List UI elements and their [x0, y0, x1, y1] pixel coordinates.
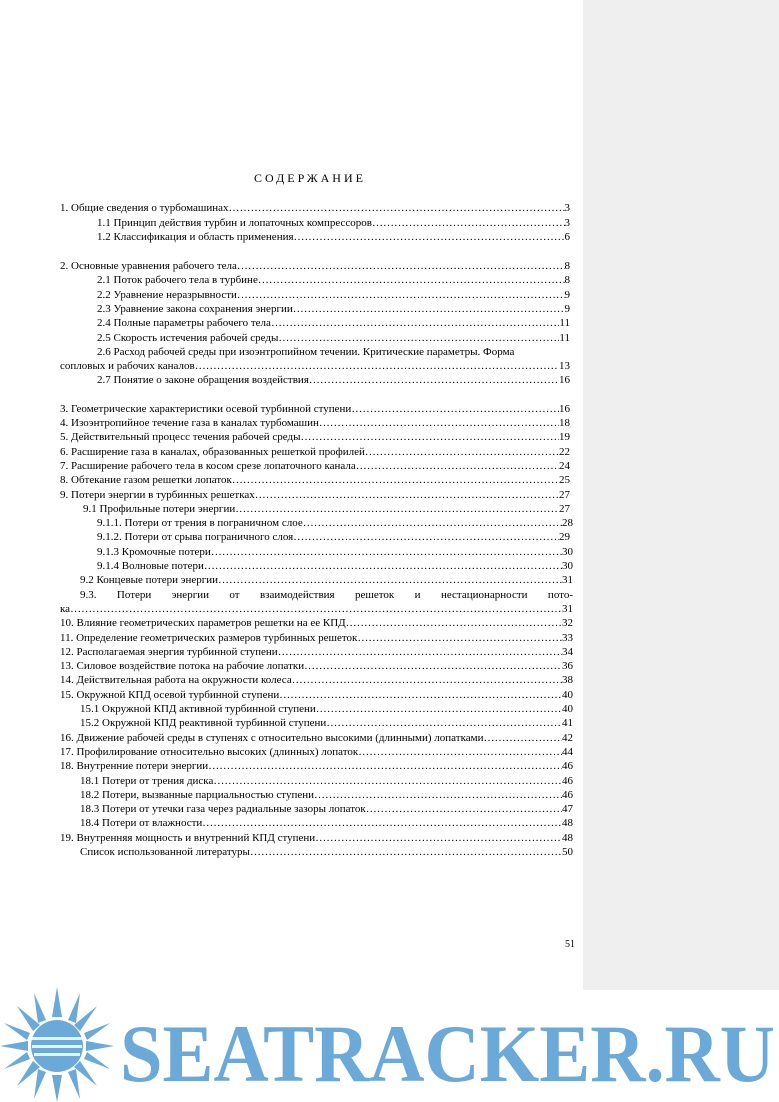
- toc-entry-14: 14. Действительная работа на окружности колеса ………………………………………………………………………………………………………………………………………………………………………… 38: [60, 673, 573, 687]
- toc-entry-9-1-2: 9.1.2. Потери от срыва пограничного слоя ………………………………………………………………………………………………………………………………………………………………………… 29: [97, 530, 570, 544]
- page-number: 51: [565, 939, 575, 950]
- toc-entry-8: 8. Обтекание газом решетки лопаток ………………………………………………………………………………………………………………………………………………………………………… 25: [60, 473, 570, 487]
- toc-entry-2-7: 2.7 Понятие о законе обращения воздействия ………………………………………………………………………………………………………………………………………………………………………… 16: [97, 373, 570, 387]
- toc-entry-5: 5. Действительный процесс течения рабочей среды ………………………………………………………………………………………………………………………………………………………………………… 19: [60, 430, 570, 444]
- toc-entry-9-1-3: 9.1.3 Кромочные потери ………………………………………………………………………………………………………………………………………………………………………… 30: [97, 545, 573, 559]
- toc-entry-9-2: 9.2 Концевые потери энергии ………………………………………………………………………………………………………………………………………………………………………… 31: [80, 573, 573, 587]
- comment-sidebar: [583, 0, 779, 990]
- toc-entry-2-3: 2.3 Уравнение закона сохранения энергии ………………………………………………………………………………………………………………………………………………………………………… 9: [97, 302, 570, 316]
- toc-entry-2-4: 2.4 Полные параметры рабочего тела ………………………………………………………………………………………………………………………………………………………………………… 11: [97, 316, 570, 330]
- toc-entry-11: 11. Определение геометрических размеров турбинных решеток ………………………………………………………………………………………………………………………………………………………………………… 33: [60, 631, 573, 645]
- toc-entry-15-2: 15.2 Окружной КПД реактивной турбинной ступени ………………………………………………………………………………………………………………………………………………………………………… 41: [80, 716, 573, 730]
- toc-entry-13: 13. Силовое воздействие потока на рабочие лопатки ………………………………………………………………………………………………………………………………………………………………………… 36: [60, 659, 573, 673]
- toc-entry-18: 18. Внутренние потери энергии ………………………………………………………………………………………………………………………………………………………………………… 46: [60, 759, 573, 773]
- toc-entry-15-1: 15.1 Окружной КПД активной турбинной ступени ………………………………………………………………………………………………………………………………………………………………………… 40: [80, 702, 573, 716]
- toc-entry-16: 16. Движение рабочей среды в ступенях с относительно высокими (длинными) лопатками ………………………………………………………………………………………………………………………………………………………………………… 42: [60, 731, 573, 745]
- toc-entry-2-1: 2.1 Поток рабочего тела в турбине ………………………………………………………………………………………………………………………………………………………………………… 8: [97, 273, 570, 287]
- toc-entry-6: 6. Расширение газа в каналах, образованных решеткой профилей ………………………………………………………………………………………………………………………………………………………………………… 22: [60, 445, 570, 459]
- toc-entry-9-3-cont: ка ………………………………………………………………………………………………………………………………………………………………………… 31: [60, 602, 573, 616]
- toc-entry-9-1-1: 9.1.1. Потери от трения в пограничном слое ………………………………………………………………………………………………………………………………………………………………………… 28: [97, 516, 573, 530]
- toc-entry-19: 19. Внутренняя мощность и внутренний КПД ступени ………………………………………………………………………………………………………………………………………………………………………… 48: [60, 831, 573, 845]
- toc-entry-1-2: 1.2 Классификация и область применения ………………………………………………………………………………………………………………………………………………………………………… 6: [97, 230, 570, 244]
- toc-entry-references: Список использованной литературы ………………………………………………………………………………………………………………………………………………………………………… 50: [80, 845, 573, 859]
- toc-entry-3: 3. Геометрические характеристики осевой турбинной ступени ………………………………………………………………………………………………………………………………………………………………………… 16: [60, 402, 570, 416]
- sun-logo-icon: [0, 987, 114, 1102]
- toc-entry-9-3: 9.3. Потери энергии от взаимодействия решеток и нестационарности пото-: [80, 589, 573, 601]
- watermark-text: SEATRACKER.RU: [120, 1008, 775, 1099]
- toc-entry-2-6-cont: сопловых и рабочих каналов ………………………………………………………………………………………………………………………………………………………………………… 13: [60, 359, 570, 373]
- toc-entry-18-3: 18.3 Потери от утечки газа через радиальные зазоры лопаток ………………………………………………………………………………………………………………………………………………………………………… 47: [80, 802, 573, 816]
- toc-entry-1: 1. Общие сведения о турбомашинах ………………………………………………………………………………………………………………………………………………………………………… 3: [60, 201, 570, 215]
- toc-entry-2-2: 2.2 Уравнение неразрывности ………………………………………………………………………………………………………………………………………………………………………… 9: [97, 288, 570, 302]
- toc-entry-18-1: 18.1 Потери от трения диска ………………………………………………………………………………………………………………………………………………………………………… 46: [80, 774, 573, 788]
- toc-entry-10: 10. Влияние геометрических параметров решетки на ее КПД ………………………………………………………………………………………………………………………………………………………………………… 32: [60, 616, 573, 630]
- toc-entry-9-1: 9.1 Профильные потери энергии ………………………………………………………………………………………………………………………………………………………………………… 27: [83, 502, 570, 516]
- toc-title: СОДЕРЖАНИЕ: [254, 171, 366, 185]
- toc-entry-4: 4. Изоэнтропийное течение газа в каналах турбомашин ………………………………………………………………………………………………………………………………………………………………………… 18: [60, 416, 570, 430]
- toc-entry-9: 9. Потери энергии в турбинных решетках ………………………………………………………………………………………………………………………………………………………………………… 27: [60, 488, 570, 502]
- toc-entry-12: 12. Располагаемая энергия турбинной ступени ………………………………………………………………………………………………………………………………………………………………………… 34: [60, 645, 573, 659]
- toc-entry-15: 15. Окружной КПД осевой турбинной ступени ………………………………………………………………………………………………………………………………………………………………………… 40: [60, 688, 573, 702]
- toc-entry-2-6: 2.6 Расход рабочей среды при изоэнтропийном течении. Критические параметры. Форма: [97, 346, 515, 358]
- toc-entry-2: 2. Основные уравнения рабочего тела ………………………………………………………………………………………………………………………………………………………………………… 8: [60, 259, 570, 273]
- toc-entry-9-1-4: 9.1.4 Волновые потери ………………………………………………………………………………………………………………………………………………………………………… 30: [97, 559, 573, 573]
- toc-entry-1-1: 1.1 Принцип действия турбин и лопаточных компрессоров ………………………………………………………………………………………………………………………………………………………………………… 3: [97, 216, 570, 230]
- toc-entry-18-4: 18.4 Потери от влажности ………………………………………………………………………………………………………………………………………………………………………… 48: [80, 816, 573, 830]
- toc-entry-2-5: 2.5 Скорость истечения рабочей среды ………………………………………………………………………………………………………………………………………………………………………… 11: [97, 331, 570, 345]
- toc-entry-18-2: 18.2 Потери, вызванные парциальностью ступени ………………………………………………………………………………………………………………………………………………………………………… 46: [80, 788, 573, 802]
- seatracker-watermark: [0, 985, 779, 1102]
- toc-entry-7: 7. Расширение рабочего тела в косом срезе лопаточного канала ………………………………………………………………………………………………………………………………………………………………………… 24: [60, 459, 570, 473]
- toc-entry-17: 17. Профилирование относительно высоких (длинных) лопаток ………………………………………………………………………………………………………………………………………………………………………… 44: [60, 745, 573, 759]
